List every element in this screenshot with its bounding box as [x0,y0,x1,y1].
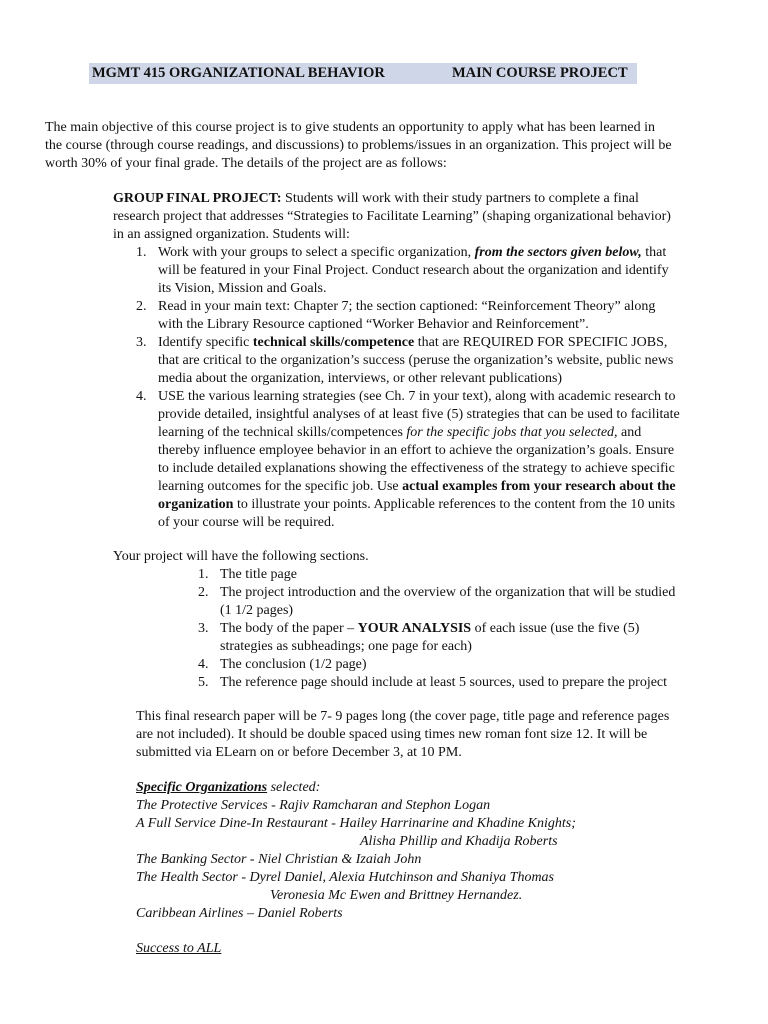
list-item-line: thereby influence employee behavior in an effort to achieve the organization’s goals. Ensure [158,443,675,458]
organization-item: The Banking Sector - Niel Christian & Izaiah John [136,852,422,867]
closing-text: Success to ALL [136,941,222,956]
list-item: USE the various learning strategies (see Ch. 7 in your text), along with academic research to [158,389,676,404]
list-item: The reference page should include at least 5 sources, used to prepare the project [220,675,668,690]
intro-line: The main objective of this course project is to give students an opportunity to apply what has been learned in [45,120,656,135]
group-project-line: GROUP FINAL PROJECT: Students will work with their study partners to complete a final [113,191,639,206]
list-item-line: with the Library Resource captioned “Worker Behavior and Reinforcement”. [158,317,589,332]
list-item-line: learning outcomes for the specific job. Use actual examples from your research about the [158,479,676,494]
list-item: The conclusion (1/2 page) [220,657,367,672]
list-number: 3. [136,335,147,350]
list-number: 5. [198,675,209,690]
list-number: 3. [198,621,209,636]
list-number: 2. [198,585,209,600]
group-project-line: research project that addresses “Strategies to Facilitate Learning” (shaping organizational behavior) [113,209,671,224]
organization-item-line: Veronesia Mc Ewen and Brittney Hernandez. [270,888,523,903]
organization-item: A Full Service Dine-In Restaurant - Hailey Harrinarine and Khadine Knights; [136,816,576,831]
list-item-line: that are critical to the organization’s success (peruse the organization’s website, public news [158,353,674,368]
intro-line: worth 30% of your final grade. The details of the project are as follows: [45,156,447,171]
list-item: The body of the paper – YOUR ANALYSIS of each issue (use the five (5) [220,621,640,636]
list-number: 2. [136,299,147,314]
list-number: 1. [198,567,209,582]
list-item: The title page [220,567,297,582]
list-item-line: media about the organization, interviews, or other relevant publications) [158,371,563,386]
organization-item: The Protective Services - Rajiv Ramcharan and Stephon Logan [136,798,491,813]
list-number: 4. [198,657,209,672]
organizations-heading: Specific Organizations selected: [136,780,321,795]
list-number: 1. [136,245,147,260]
list-item: Read in your main text: Chapter 7; the section captioned: “Reinforcement Theory” along [158,299,656,314]
list-item: Work with your groups to select a specific organization, from the sectors given below, that [158,245,667,260]
list-item-line: provide detailed, insightful analyses of at least five (5) strategies that can be used to facilitate [158,407,680,422]
list-item-line: learning of the technical skills/competences for the specific jobs that you selected, and [158,425,642,440]
paper-line: This final research paper will be 7- 9 pages long (the cover page, title page and reference pages [136,709,670,724]
organization-item: Caribbean Airlines – Daniel Roberts [136,906,343,921]
organization-item-line: Alisha Phillip and Khadija Roberts [360,834,558,849]
intro-line: the course (through course readings, and discussions) to problems/issues in an organization. This project will be [45,138,672,153]
list-item-line: its Vision, Mission and Goals. [158,281,327,296]
list-item-line: of your course will be required. [158,515,335,530]
list-item: The project introduction and the overview of the organization that will be studied [220,585,676,600]
project-title: MAIN COURSE PROJECT [452,65,628,81]
list-item-line: (1 1/2 pages) [220,603,294,618]
list-item-line: to include detailed explanations showing the effectiveness of the strategy to achieve specific [158,461,675,476]
group-project-line: in an assigned organization. Students will: [113,227,350,242]
list-item-line: strategies as subheadings; one page for each) [220,639,472,654]
list-item-line: organization to illustrate your points. Applicable references to the content from the 10 units [158,497,676,512]
list-item: Identify specific technical skills/competence that are REQUIRED FOR SPECIFIC JOBS, [158,335,668,350]
list-number: 4. [136,389,147,404]
course-title: MGMT 415 ORGANIZATIONAL BEHAVIOR [92,65,385,81]
list-item-line: will be featured in your Final Project. Conduct research about the organization and identify [158,263,669,278]
paper-line: submitted via ELearn on or before December 3, at 10 PM. [136,745,462,760]
sections-intro: Your project will have the following sections. [113,549,369,564]
group-project-heading: GROUP FINAL PROJECT: [113,191,282,206]
organization-item: The Health Sector - Dyrel Daniel, Alexia Hutchinson and Shaniya Thomas [136,870,554,885]
paper-line: are not included). It should be double spaced using times new roman font size 12. It will be [136,727,648,742]
